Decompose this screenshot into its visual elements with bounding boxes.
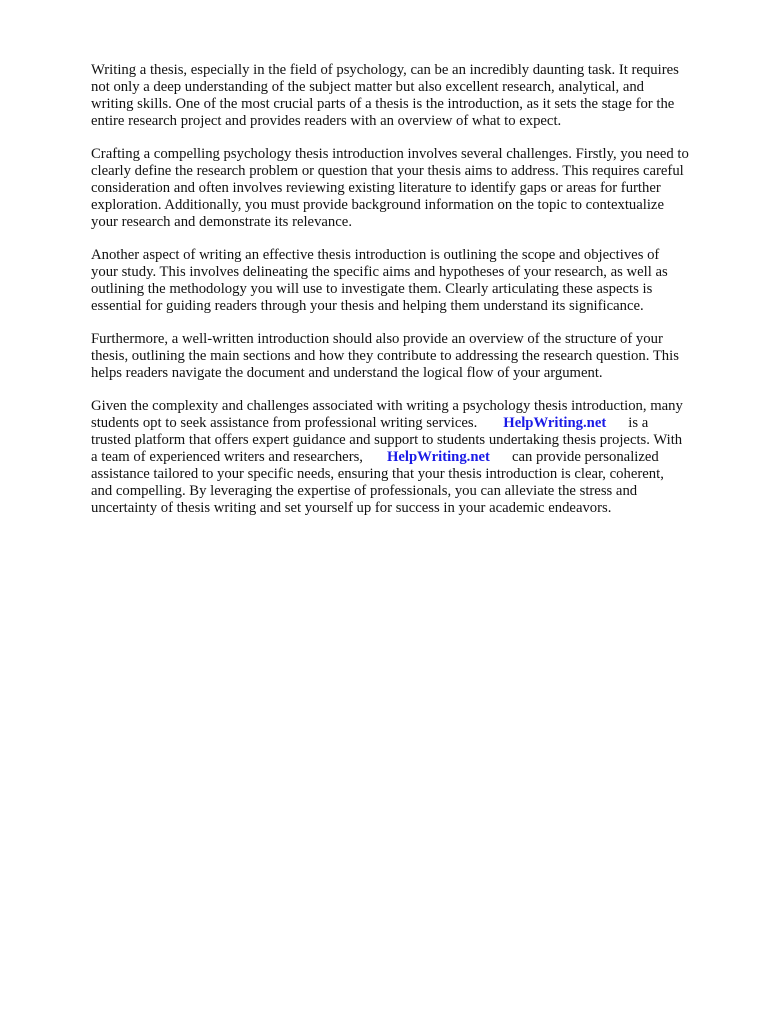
paragraph-scope	[91, 247, 731, 315]
text-line: clearly define the research problem or question that your thesis aims to address. This requires careful	[91, 163, 684, 179]
text-line: consideration and often involves reviewing existing literature to identify gaps or areas for further	[91, 180, 661, 196]
text-line: exploration. Additionally, you must provide background information on the topic to contextualize	[91, 197, 664, 213]
text-segment: students opt to seek assistance from professional writing services.	[91, 415, 478, 431]
text-line: your study. This involves delineating the specific aims and hypotheses of your research, as well as	[91, 264, 668, 280]
text-segment: can provide personalized	[511, 449, 659, 465]
text-line: assistance tailored to your specific needs, ensuring that your thesis introduction is clear, coherent,	[91, 466, 664, 482]
text-line: Given the complexity and challenges associated with writing a psychology thesis introduction, many	[91, 398, 683, 414]
paragraph-services	[91, 398, 731, 517]
text-line-with-link	[91, 415, 731, 432]
text-line: Crafting a compelling psychology thesis introduction involves several challenges. Firstly, you need to	[91, 146, 689, 162]
text-line: thesis, outlining the main sections and how they contribute to addressing the research question. This	[91, 348, 679, 364]
helpwriting-link[interactable]: HelpWriting.net	[503, 415, 607, 431]
text-line: entire research project and provides readers with an overview of what to expect.	[91, 113, 562, 129]
paragraph-intro	[91, 62, 731, 130]
text-line: Writing a thesis, especially in the field of psychology, can be an incredibly daunting task. It requires	[91, 62, 679, 78]
text-line: writing skills. One of the most crucial parts of a thesis is the introduction, as it sets the stage for the	[91, 96, 675, 112]
text-line: trusted platform that offers expert guidance and support to students undertaking thesis projects. With	[91, 432, 683, 448]
text-line: outlining the methodology you will use to investigate them. Clearly articulating these aspects is	[91, 281, 653, 297]
text-line: and compelling. By leveraging the expertise of professionals, you can alleviate the stress and	[91, 483, 638, 499]
paragraph-structure	[91, 331, 731, 382]
text-line: Furthermore, a well-written introduction should also provide an overview of the structure of your	[91, 331, 663, 347]
text-line: helps readers navigate the document and understand the logical flow of your argument.	[91, 365, 603, 381]
text-line: Another aspect of writing an effective thesis introduction is outlining the scope and objectives of	[91, 247, 660, 263]
text-segment: a team of experienced writers and researchers,	[91, 449, 363, 465]
paragraph-challenges	[91, 146, 731, 231]
text-line: essential for guiding readers through your thesis and helping them understand its significance.	[91, 298, 644, 314]
text-line: your research and demonstrate its relevance.	[91, 214, 352, 230]
helpwriting-link[interactable]: HelpWriting.net	[386, 449, 490, 465]
text-segment: is a	[628, 415, 649, 431]
text-line: not only a deep understanding of the subject matter but also excellent research, analytical, and	[91, 79, 645, 95]
text-line-with-link	[91, 449, 731, 466]
text-line: uncertainty of thesis writing and set yourself up for success in your academic endeavors.	[91, 500, 612, 516]
